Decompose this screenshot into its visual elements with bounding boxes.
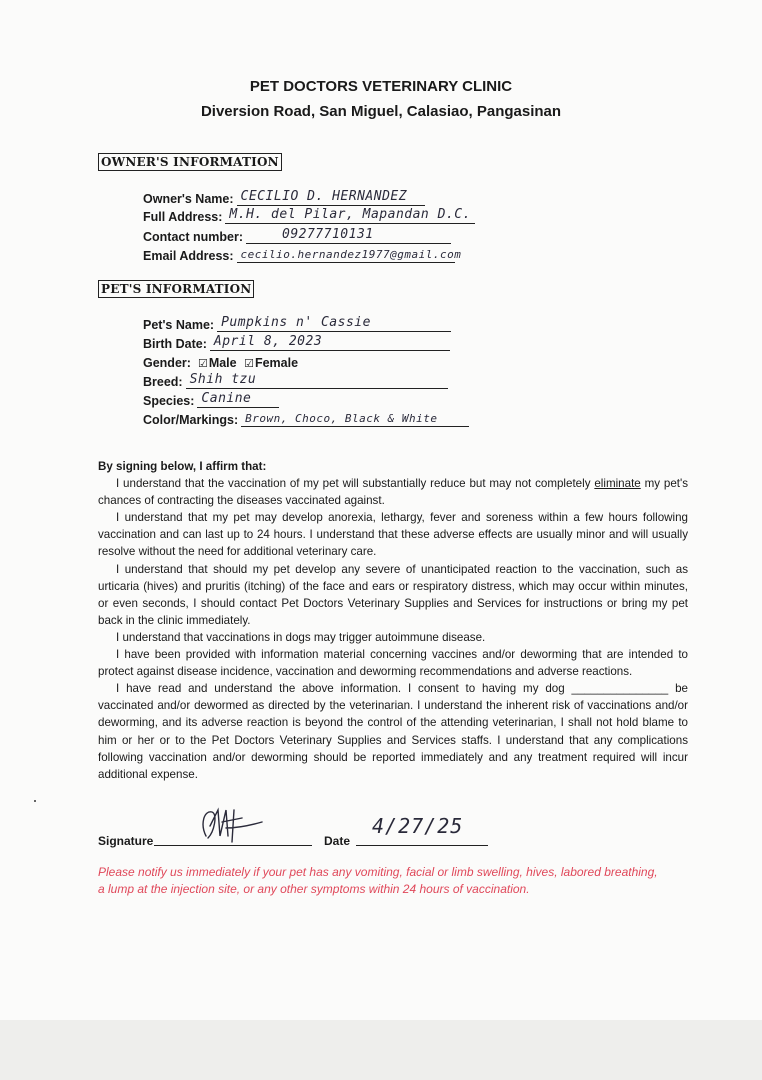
affirmation-paragraph-2: I understand that my pet may develop anorexia, lethargy, fever and soreness within a few hours following vaccination and can last up to 24 hours. I understand that these adverse effects are usually minor and will usually resolve without the need for additional veterinary care.: [98, 511, 688, 559]
pet-gender-label: Gender:: [143, 356, 191, 370]
pet-color-value: Brown, Choco, Black & White: [245, 412, 438, 425]
date-label: Date: [324, 834, 351, 848]
owner-email-field[interactable]: [143, 245, 462, 263]
pet-gender-field: [143, 352, 298, 370]
affirmation-paragraph-1: I understand that the vaccination of my pet will substantially reduce but may not completely eliminate my pet's chances of contracting the diseases vaccinated against.: [98, 477, 688, 508]
affirmation-lead: By signing below, I affirm that:: [98, 460, 267, 473]
affirmation-paragraph-3: I understand that should my pet develop any severe of unanticipated reaction to the vaccination, such as urticaria (hives) and pruritis (itching) of the face and ears or respiratory distress, which may occur within minutes, or even seconds, I should contact Pet Doctors Veterinary Supplies and Services for instructions or bring my pet back in the clinic immediately.: [98, 562, 688, 627]
affirmation-paragraph-6: I have read and understand the above information. I consent to having my dog _______________ be vaccinated and/or dewormed as directed by the veterinarian. I understand the inherent risk of vaccinations and/or deworming, and its adverse reaction is beyond the control of the attending veterinarian, I shall not hold blame to him or her or to the Pet Doctors Veterinary Supplies and Services staffs. I understand that any complications following vaccination and/or deworming should be reported immediately and any treatment required will incur additional expense.: [98, 682, 688, 781]
handwritten-signature: [196, 806, 266, 848]
pet-species-field[interactable]: [143, 390, 279, 408]
clinic-name: PET DOCTORS VETERINARY CLINIC: [249, 78, 513, 95]
signature-label: Signature: [98, 834, 154, 848]
male-label: Male: [208, 356, 237, 370]
affirmation-paragraph-5: I have been provided with information material concerning vaccines and/or deworming that are intended to protect against disease incidence, vaccination and deworming recommendations and adverse reactions.: [98, 648, 688, 679]
pet-section-title: PET'S INFORMATION: [98, 280, 254, 298]
owner-section-title: OWNER'S INFORMATION: [98, 153, 282, 171]
pet-color-field[interactable]: [143, 409, 469, 427]
signature-row: [98, 826, 598, 848]
pet-breed-field[interactable]: [143, 371, 448, 389]
pet-name-field[interactable]: [143, 314, 451, 332]
pet-name-label: Pet's Name:: [143, 318, 215, 332]
owner-name-label: Owner's Name:: [143, 192, 234, 206]
owner-contact-field[interactable]: [143, 226, 451, 244]
owner-name-value: CECILIO D. HERNANDEZ: [240, 189, 408, 204]
pet-birth-value: April 8, 2023: [213, 334, 323, 349]
owner-email-label: Email Address:: [143, 249, 234, 263]
pet-birth-label: Birth Date:: [143, 337, 207, 351]
owner-email-value: cecilio.hernandez1977@gmail.com: [240, 248, 462, 261]
pet-color-label: Color/Markings:: [143, 413, 239, 427]
male-checkbox[interactable]: ☑: [197, 358, 208, 370]
date-value: 4/27/25: [372, 814, 464, 838]
clinic-address: Diversion Road, San Miguel, Calasiao, Pangasinan: [200, 103, 562, 120]
owner-name-field[interactable]: [143, 188, 425, 206]
pet-species-label: Species:: [143, 394, 195, 408]
affirmation-block: [98, 458, 688, 783]
owner-contact-label: Contact number:: [143, 230, 243, 244]
affirmation-paragraph-4: I understand that vaccinations in dogs may trigger autoimmune disease.: [116, 630, 486, 644]
pet-name-value: Pumpkins n' Cassie: [221, 315, 371, 330]
scan-speck: [34, 800, 36, 802]
pet-breed-label: Breed:: [143, 375, 183, 389]
owner-address-label: Full Address:: [143, 210, 223, 224]
female-label: Female: [254, 356, 299, 370]
owner-contact-value: 09277710131: [282, 227, 374, 242]
pet-species-value: Canine: [201, 391, 252, 406]
notice-text: Please notify us immediately if your pet has any vomiting, facial or limb swelling, hives, labored breathing, a lump at the injection site, or any other symptoms within 24 hours of vaccination.: [98, 865, 658, 896]
owner-address-field[interactable]: [143, 206, 475, 224]
pet-breed-value: Shih tzu: [189, 372, 257, 387]
scan-bottom-margin: [0, 1020, 762, 1080]
date-line[interactable]: [356, 845, 488, 846]
female-checkbox[interactable]: ☑: [244, 358, 254, 370]
owner-address-value: M.H. del Pilar, Mapandan D.C.: [229, 207, 471, 222]
pet-birth-field[interactable]: [143, 333, 450, 351]
